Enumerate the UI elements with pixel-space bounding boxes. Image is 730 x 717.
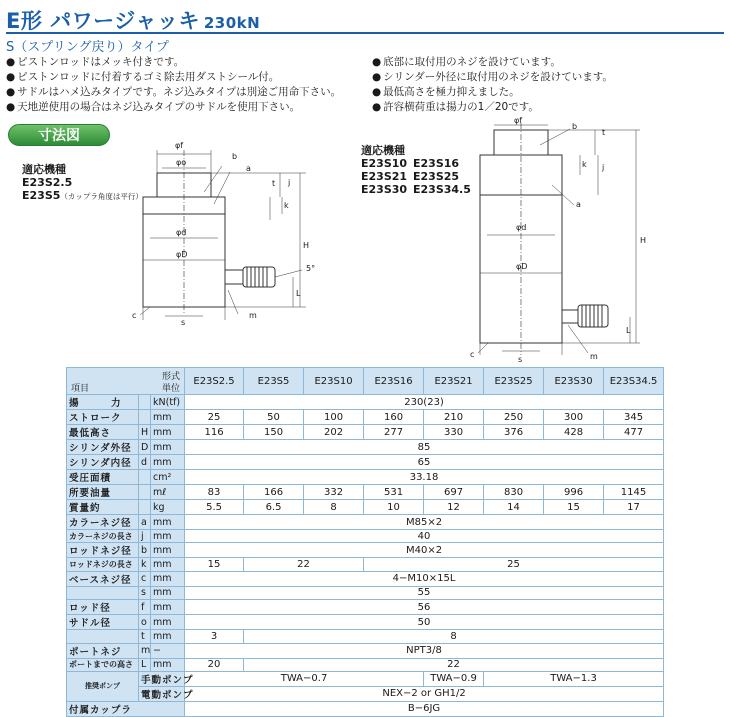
table-cell: 345 <box>604 410 664 425</box>
dim-label: m <box>249 311 257 320</box>
row-unit: mm <box>151 455 185 470</box>
table-cell: 65 <box>185 455 664 470</box>
pump-row <box>67 686 664 701</box>
table-cell: 332 <box>304 485 364 500</box>
table-cell: 50 <box>244 410 304 425</box>
model-name: E23S10 <box>361 157 408 170</box>
row-label: カラーネジの長さ <box>67 530 139 543</box>
row-unit: mm <box>151 658 185 671</box>
row-label: 質量約 <box>67 500 139 515</box>
row-unit: mm <box>151 571 185 586</box>
table-cell: 22 <box>244 558 364 571</box>
row-label: ロッド径 <box>67 600 139 615</box>
header-unit: 単位 <box>162 384 181 394</box>
dim-label: H <box>303 241 310 250</box>
table-row <box>67 530 664 543</box>
table-cell: 428 <box>544 425 604 440</box>
feature-item: ● 許容横荷重は揚力の1／20です。 <box>372 100 613 115</box>
row-unit: mm <box>151 558 185 571</box>
table-cell: 100 <box>304 410 364 425</box>
table-cell: 300 <box>544 410 604 425</box>
table-cell: TWA−1.3 <box>484 671 664 686</box>
table-cell: 83 <box>185 485 244 500</box>
model-name: E23S5 <box>22 189 61 202</box>
table-cell: 20 <box>185 658 244 671</box>
table-cell: 1145 <box>604 485 664 500</box>
dim-label: m <box>590 352 598 361</box>
row-unit: mm <box>151 410 185 425</box>
row-symbol <box>139 410 151 425</box>
row-label: 揚 力 <box>67 395 139 410</box>
table-cell: TWA−0.7 <box>185 671 424 686</box>
row-symbol: d <box>139 455 151 470</box>
table-row <box>67 500 664 515</box>
model-name: E23S30 <box>361 183 408 196</box>
row-unit: mm <box>151 600 185 615</box>
table-cell: 996 <box>544 485 604 500</box>
table-cell: 4−M10×15L <box>185 571 664 586</box>
row-label: ポートネジ <box>67 643 139 658</box>
row-symbol <box>139 500 151 515</box>
row-unit: mm <box>151 515 185 530</box>
dim-label: k <box>284 201 289 210</box>
table-cell: M85×2 <box>185 515 664 530</box>
table-row <box>67 410 664 425</box>
title-bar <box>6 4 724 34</box>
dim-label: c <box>132 311 137 320</box>
feature-item: ● ピストンロッドに付着するゴミ除去用ダストシール付。 <box>6 70 341 85</box>
dim-label: φd <box>176 228 187 237</box>
table-cell: 10 <box>364 500 424 515</box>
row-symbol: f <box>139 600 151 615</box>
row-label: ロッドネジの長さ <box>67 558 139 571</box>
table-cell: NPT3/8 <box>185 643 664 658</box>
table-cell: 230(23) <box>185 395 664 410</box>
table-header-row <box>67 368 664 395</box>
table-row <box>67 571 664 586</box>
pump-row <box>67 671 664 686</box>
table-row <box>67 558 664 571</box>
table-row <box>67 586 664 599</box>
dim-label: s <box>518 355 523 364</box>
table-cell: 3 <box>185 630 244 643</box>
table-cell: 330 <box>424 425 484 440</box>
table-cell: 17 <box>604 500 664 515</box>
model-column-header: E23S5 <box>244 368 304 395</box>
table-cell: 150 <box>244 425 304 440</box>
dim-label: b <box>232 152 238 161</box>
table-cell: 25 <box>185 410 244 425</box>
feature-item: ● 天地逆使用の場合はネジ込みタイプのサドルを使用下さい。 <box>6 100 341 115</box>
table-row <box>67 455 664 470</box>
table-row <box>67 615 664 630</box>
model-name: E23S25 <box>413 170 460 183</box>
row-label: シリンダ外径 <box>67 440 139 455</box>
row-label: ストローク <box>67 410 139 425</box>
row-symbol: o <box>139 615 151 630</box>
drawing-left <box>110 130 350 330</box>
table-row <box>67 658 664 671</box>
table-cell: 8 <box>304 500 364 515</box>
header-item: 項目 <box>71 384 90 394</box>
dim-label: φd <box>516 223 527 232</box>
models-right <box>361 144 473 196</box>
row-label: ポートまでの高さ <box>67 658 139 671</box>
pump-group-label: 推奨ポンプ <box>67 671 139 701</box>
title-capacity: 230kN <box>203 14 261 32</box>
table-cell: 697 <box>424 485 484 500</box>
dim-label: a <box>576 200 581 209</box>
row-label: カラーネジ径 <box>67 515 139 530</box>
row-symbol: k <box>139 558 151 571</box>
dim-label: φf <box>175 141 184 150</box>
table-cell: 25 <box>364 558 664 571</box>
model-name: E23S34.5 <box>413 183 471 196</box>
feature-item: ● 最低高さを極力抑えました。 <box>372 85 613 100</box>
row-unit: mm <box>151 543 185 558</box>
table-cell: 22 <box>244 658 664 671</box>
dim-label: a <box>246 164 251 173</box>
model-column-header: E23S30 <box>544 368 604 395</box>
model-column-header: E23S10 <box>304 368 364 395</box>
models-title: 適応機種 <box>361 144 405 157</box>
models-title: 適応機種 <box>22 163 66 176</box>
row-symbol <box>139 395 151 410</box>
row-symbol: D <box>139 440 151 455</box>
row-label: ベースネジ径 <box>67 571 139 586</box>
table-cell: 56 <box>185 600 664 615</box>
row-label: 受圧面積 <box>67 470 139 485</box>
coupler-row <box>67 701 664 716</box>
dim-label: s <box>181 318 186 327</box>
title-main: E形 パワージャッキ <box>6 9 200 33</box>
model-name: E23S16 <box>413 157 460 170</box>
dim-label: c <box>470 350 475 359</box>
dim-label: φo <box>176 158 187 167</box>
feature-item: ● シリンダー外径に取付用のネジを設けています。 <box>372 70 613 85</box>
model-column-header: E23S21 <box>424 368 484 395</box>
table-cell: 202 <box>304 425 364 440</box>
model-name: E23S2.5 <box>22 176 73 189</box>
table-cell: 166 <box>244 485 304 500</box>
table-cell: 531 <box>364 485 424 500</box>
table-cell: 160 <box>364 410 424 425</box>
table-row <box>67 425 664 440</box>
table-cell: 85 <box>185 440 664 455</box>
page-title <box>6 5 260 35</box>
dim-label: b <box>572 122 578 131</box>
table-cell: 376 <box>484 425 544 440</box>
coupler <box>225 270 243 284</box>
row-unit: mm <box>151 630 185 643</box>
row-unit: mm <box>151 615 185 630</box>
dim-label: φf <box>514 116 523 125</box>
table-cell: 5.5 <box>185 500 244 515</box>
row-unit: mm <box>151 586 185 599</box>
row-label: 最低高さ <box>67 425 139 440</box>
dim-label: φD <box>516 262 528 271</box>
row-symbol: L <box>139 658 151 671</box>
dim-label: t <box>602 128 606 137</box>
feature-item: ● 底部に取付用のネジを設けています。 <box>372 55 613 70</box>
dim-label: t <box>272 179 276 188</box>
row-label: ロッドネジ径 <box>67 543 139 558</box>
table-row <box>67 485 664 500</box>
model-column-header: E23S34.5 <box>604 368 664 395</box>
row-symbol: H <box>139 425 151 440</box>
model-column-header: E23S2.5 <box>185 368 244 395</box>
table-row <box>67 515 664 530</box>
dim-label: j <box>602 163 605 172</box>
row-label: 電動ポンプ <box>139 686 185 701</box>
row-label: サドル径 <box>67 615 139 630</box>
table-cell: 250 <box>484 410 544 425</box>
row-unit: kg <box>151 500 185 515</box>
table-row <box>67 470 664 485</box>
table-cell: 477 <box>604 425 664 440</box>
row-symbol: t <box>139 630 151 643</box>
row-label: 手動ポンプ <box>139 671 185 686</box>
table-row <box>67 440 664 455</box>
table-row <box>67 395 664 410</box>
table-cell: B−6JG <box>185 701 664 716</box>
model-note: （カップラ角度は平行） <box>60 192 143 201</box>
table-cell: 15 <box>544 500 604 515</box>
dim-label: k <box>582 160 587 169</box>
coupler <box>562 310 578 323</box>
header-model: 形式 <box>162 372 181 382</box>
table-corner-cell <box>67 368 185 395</box>
table-row <box>67 543 664 558</box>
spec-table <box>66 367 664 717</box>
feature-item: ● サドルはハメ込みタイプです。ネジ込みタイプは別途ご用命下さい。 <box>6 85 341 100</box>
table-row <box>67 630 664 643</box>
section-label: 寸法図 <box>8 124 110 146</box>
table-cell: 6.5 <box>244 500 304 515</box>
table-cell: M40×2 <box>185 543 664 558</box>
table-cell: 33.18 <box>185 470 664 485</box>
table-cell: 116 <box>185 425 244 440</box>
dim-label: L <box>296 289 301 298</box>
dim-label: H <box>640 236 647 245</box>
row-unit: mm <box>151 530 185 543</box>
row-unit: kN(tf) <box>151 395 185 410</box>
table-cell: 55 <box>185 586 664 599</box>
row-symbol: m <box>139 643 151 658</box>
dim-label: j <box>288 178 291 187</box>
table-cell: 830 <box>484 485 544 500</box>
row-symbol <box>139 470 151 485</box>
table-cell: 14 <box>484 500 544 515</box>
feature-list-left <box>6 55 341 115</box>
feature-list-right <box>372 55 613 115</box>
row-label <box>67 630 139 643</box>
table-cell: TWA−0.9 <box>424 671 484 686</box>
row-symbol: c <box>139 571 151 586</box>
row-label: シリンダ内径 <box>67 455 139 470</box>
table-cell: 12 <box>424 500 484 515</box>
model-column-header: E23S16 <box>364 368 424 395</box>
table-cell: 210 <box>424 410 484 425</box>
row-unit: mℓ <box>151 485 185 500</box>
table-cell: 8 <box>244 630 664 643</box>
row-symbol <box>139 485 151 500</box>
row-unit: cm² <box>151 470 185 485</box>
row-symbol: s <box>139 586 151 599</box>
row-label: 付属カップラ <box>67 701 185 716</box>
feature-item: ● ピストンロッドはメッキ付きです。 <box>6 55 341 70</box>
table-cell: 277 <box>364 425 424 440</box>
row-label <box>67 586 139 599</box>
table-cell: 50 <box>185 615 664 630</box>
model-name: E23S21 <box>361 170 408 183</box>
table-cell: NEX−2 or GH1/2 <box>185 686 664 701</box>
dim-label: L <box>626 326 631 335</box>
row-label: 所要油量 <box>67 485 139 500</box>
row-unit: mm <box>151 425 185 440</box>
row-symbol: b <box>139 543 151 558</box>
table-row <box>67 643 664 658</box>
table-cell: 40 <box>185 530 664 543</box>
row-unit: − <box>151 643 185 658</box>
model-column-header: E23S25 <box>484 368 544 395</box>
row-symbol: j <box>139 530 151 543</box>
dim-label: 5° <box>306 264 316 273</box>
page-subtitle: S（スプリング戻り）タイプ <box>6 40 169 55</box>
row-symbol: a <box>139 515 151 530</box>
row-unit: mm <box>151 440 185 455</box>
dim-label: φD <box>176 250 188 259</box>
drawing-right <box>460 115 675 365</box>
table-row <box>67 600 664 615</box>
table-cell: 15 <box>185 558 244 571</box>
